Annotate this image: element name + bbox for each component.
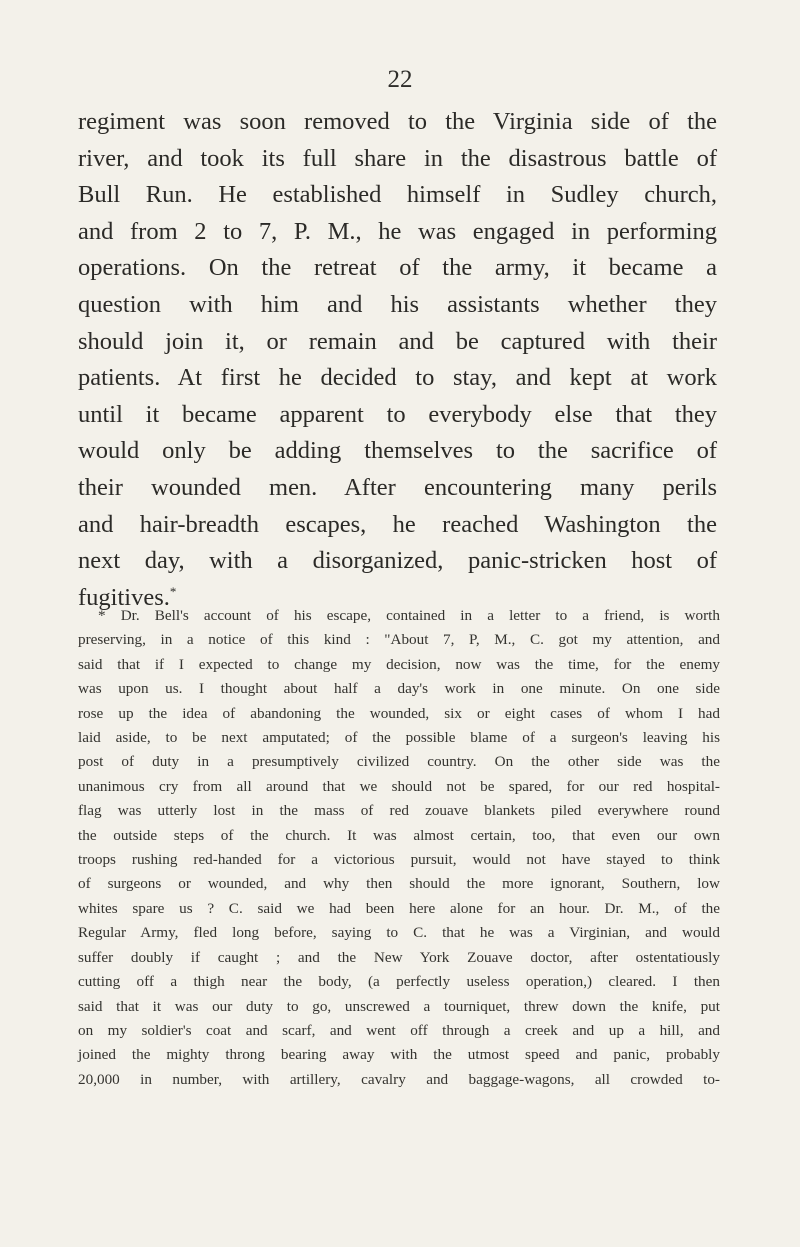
footnote-line: said that it was our duty to go, unscrewed a tourniquet, threw down the knife, put [78,997,720,1015]
page-number: 22 [387,66,413,93]
text-line: fugitives. [78,583,170,611]
footnote-line: cutting off a thigh near the body, (a perfectly useless operation,) cleared. I then [78,973,720,991]
footnote-block [78,604,720,1092]
text-line: their wounded men. After encountering many perils [78,473,717,501]
footnote-line: the outside steps of the church. It was almost certain, too, that even our own [78,826,720,844]
footnote-line: * Dr. Bell's account of his escape, contained in a letter to a friend, is worth [98,607,720,624]
text-line: patients. At first he decided to stay, and kept at work [78,364,717,392]
footnote-marker: * [169,583,177,599]
footnote-line: joined the mighty throng bearing away with the utmost speed and panic, probably [78,1046,720,1064]
footnote-line: Regular Army, fled long before, saying to C. that he was a Virginian, and would [78,924,720,942]
footnote-line: on my soldier's coat and scarf, and went off through a creek and up a hill, and [78,1021,720,1039]
footnote-line: flag was utterly lost in the mass of red zouave blankets piled everywhere round [78,802,720,820]
text-line: Bull Run. He established himself in Sudley church, [78,181,717,209]
main-text-block [78,104,717,616]
footnote-line: rose up the idea of abandoning the wounded, six or eight cases of whom I had [78,704,720,722]
text-line: would only be adding themselves to the sacrifice of [78,437,717,465]
footnote-line: 20,000 in number, with artillery, cavalry and baggage-wagons, all crowded to- [78,1070,720,1088]
text-line: should join it, or remain and be captured with their [78,327,717,355]
text-line: operations. On the retreat of the army, it became a [78,254,717,282]
text-line: until it became apparent to everybody else that they [78,400,717,428]
footnote-line: was upon us. I thought about half a day's work in one minute. On one side [78,680,720,698]
text-line: and hair-breadth escapes, he reached Washington the [78,510,717,538]
footnote-line: suffer doubly if caught ; and the New York Zouave doctor, after ostentatiously [78,948,720,966]
footnote-line: troops rushing red-handed for a victorious pursuit, would not have stayed to think [78,851,720,869]
footnote-line: post of duty in a presumptively civilized country. On the other side was the [78,753,720,771]
text-line: and from 2 to 7, P. M., he was engaged in performing [78,217,717,245]
text-line: question with him and his assistants whether they [78,290,717,318]
footnote-line: laid aside, to be next amputated; of the possible blame of a surgeon's leaving his [78,729,720,747]
footnote-line: whites spare us ? C. said we had been here alone for an hour. Dr. M., of the [78,899,720,917]
footnote-line: preserving, in a notice of this kind : "About 7, P, M., C. got my attention, and [78,631,720,649]
text-line: regiment was soon removed to the Virginia side of the [78,108,717,135]
footnote-line: said that if I expected to change my decision, now was the time, for the enemy [78,655,720,673]
text-line: next day, with a disorganized, panic-stricken host of [78,547,717,575]
footnote-line: of surgeons or wounded, and why then should the more ignorant, Southern, low [78,875,720,893]
footnote-line: unanimous cry from all around that we should not be spared, for our red hospital- [78,777,720,795]
text-line: river, and took its full share in the disastrous battle of [78,144,717,172]
